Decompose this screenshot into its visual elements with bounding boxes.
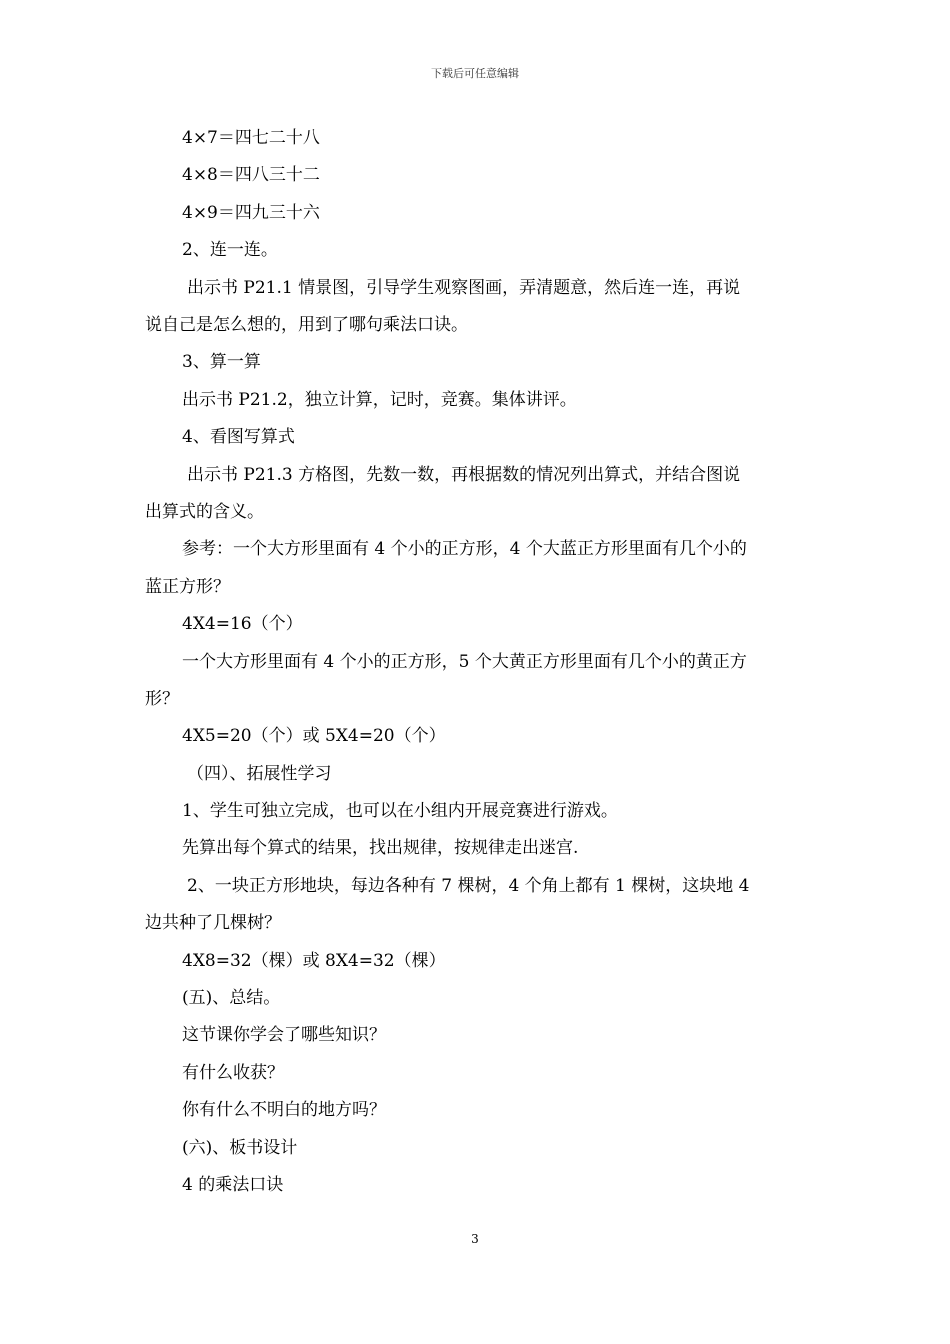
text-line: 4×7＝四七二十八 [182, 128, 320, 148]
text-line: 4X5=20（个）或 5X4=20（个） [182, 726, 446, 746]
text-line: 出算式的含义。 [145, 502, 264, 522]
text-line: 2、一块正方形地块，每边各种有 7 棵树，4 个角上都有 1 棵树，这块地 4 [187, 876, 750, 896]
text-line: （四）、拓展性学习 [187, 764, 332, 784]
text-line: 1、学生可独立完成，也可以在小组内开展竞赛进行游戏。 [182, 801, 618, 821]
page-header: 下载后可任意编辑 [431, 67, 519, 80]
text-line: 出示书 P21.1 情景图，引导学生观察图画，弄清题意，然后连一连，再说 [187, 278, 741, 298]
text-line: 出示书 P21.3 方格图，先数一数，再根据数的情况列出算式，并结合图说 [187, 465, 741, 485]
text-line: (五)、总结。 [182, 988, 281, 1008]
text-line: 边共种了几棵树？ [145, 913, 281, 933]
text-line: 4 的乘法口诀 [182, 1175, 284, 1195]
text-line: 你有什么不明白的地方吗？ [182, 1100, 386, 1120]
text-line: 说自己是怎么想的，用到了哪句乘法口诀。 [145, 315, 468, 335]
text-line: 3、算一算 [182, 352, 261, 372]
text-line: 4×8＝四八三十二 [182, 165, 320, 185]
text-line: 形？ [145, 689, 179, 709]
text-line: 4X8=32（棵）或 8X4=32（棵） [182, 951, 446, 971]
text-line: 蓝正方形？ [145, 577, 230, 597]
text-line: 4、看图写算式 [182, 427, 295, 447]
text-line: 先算出每个算式的结果，找出规律，按规律走出迷宫. [182, 838, 579, 858]
text-line: 出示书 P21.2，独立计算，记时，竞赛。集体讲评。 [182, 390, 577, 410]
text-line: 参考：一个大方形里面有 4 个小的正方形，4 个大蓝正方形里面有几个小的 [182, 539, 747, 559]
text-line: (六)、板书设计 [182, 1138, 298, 1158]
text-line: 有什么收获？ [182, 1063, 284, 1083]
text-line: 一个大方形里面有 4 个小的正方形，5 个大黄正方形里面有几个小的黄正方 [182, 652, 747, 672]
text-line: 这节课你学会了哪些知识？ [182, 1025, 386, 1045]
text-line: 4X4=16（个） [182, 614, 303, 634]
page-number: 3 [471, 1232, 479, 1246]
text-line: 2、连一连。 [182, 240, 278, 260]
text-line: 4×9＝四九三十六 [182, 203, 320, 223]
